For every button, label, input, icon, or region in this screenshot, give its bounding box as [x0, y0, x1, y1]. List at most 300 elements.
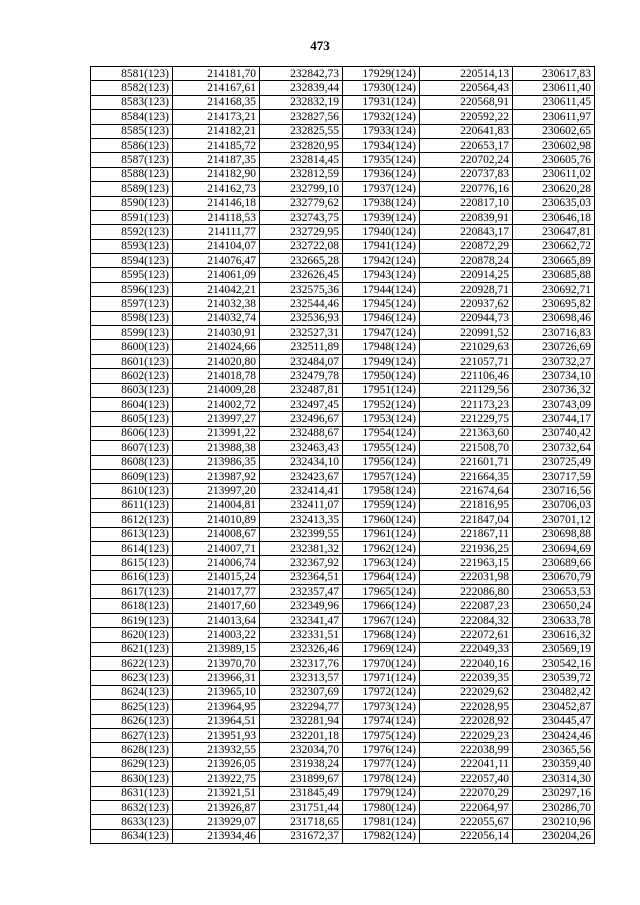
table-cell: 214017,60: [173, 599, 260, 613]
table-cell: 8581(123): [91, 67, 173, 81]
table-cell: 17960(124): [343, 513, 420, 527]
table-cell: 231899,67: [260, 772, 343, 786]
table-cell: 220991,52: [420, 326, 513, 340]
table-cell: 222056,14: [420, 829, 513, 843]
table-cell: 232367,92: [260, 556, 343, 570]
table-cell: 17975(124): [343, 728, 420, 742]
table-row: [91, 426, 595, 440]
table-cell: 230635,03: [513, 196, 595, 210]
table-row: [91, 498, 595, 512]
table-cell: 8587(123): [91, 153, 173, 167]
table-row: [91, 95, 595, 109]
table-cell: 232729,95: [260, 225, 343, 239]
table-row: [91, 196, 595, 210]
table-cell: 222031,98: [420, 570, 513, 584]
table-cell: 230716,56: [513, 484, 595, 498]
table-cell: 214020,80: [173, 354, 260, 368]
table-cell: 214182,21: [173, 124, 260, 138]
table-cell: 17949(124): [343, 354, 420, 368]
table-cell: 8609(123): [91, 469, 173, 483]
table-cell: 213964,95: [173, 700, 260, 714]
table-row: [91, 297, 595, 311]
table-row: [91, 182, 595, 196]
table-cell: 17941(124): [343, 239, 420, 253]
table-cell: 230611,97: [513, 110, 595, 124]
table-cell: 230665,89: [513, 254, 595, 268]
table-cell: 222028,92: [420, 714, 513, 728]
table-row: [91, 167, 595, 181]
table-cell: 17947(124): [343, 326, 420, 340]
table-cell: 220878,24: [420, 254, 513, 268]
table-cell: 232626,45: [260, 268, 343, 282]
table-cell: 8583(123): [91, 95, 173, 109]
table-cell: 232814,45: [260, 153, 343, 167]
table-cell: 214032,74: [173, 311, 260, 325]
table-row: [91, 110, 595, 124]
table-cell: 221508,70: [420, 441, 513, 455]
table-cell: 232575,36: [260, 282, 343, 296]
table-cell: 8588(123): [91, 167, 173, 181]
table-cell: 221363,60: [420, 426, 513, 440]
table-cell: 8600(123): [91, 340, 173, 354]
table-cell: 232488,67: [260, 426, 343, 440]
coordinates-table: [90, 66, 595, 844]
table-cell: 17962(124): [343, 541, 420, 555]
table-cell: 230736,32: [513, 383, 595, 397]
table-row: [91, 829, 595, 843]
table-cell: 17931(124): [343, 95, 420, 109]
table-row: [91, 541, 595, 555]
table-cell: 17937(124): [343, 182, 420, 196]
table-cell: 8612(123): [91, 513, 173, 527]
table-row: [91, 484, 595, 498]
table-cell: 17938(124): [343, 196, 420, 210]
table-cell: 8590(123): [91, 196, 173, 210]
table-row: [91, 369, 595, 383]
table-cell: 230365,56: [513, 743, 595, 757]
table-row: [91, 455, 595, 469]
table-cell: 232294,77: [260, 700, 343, 714]
table-cell: 232722,08: [260, 239, 343, 253]
table-cell: 213932,55: [173, 743, 260, 757]
table-cell: 214030,91: [173, 326, 260, 340]
table-row: [91, 282, 595, 296]
table-row: [91, 613, 595, 627]
table-cell: 221867,11: [420, 527, 513, 541]
table-cell: 232479,78: [260, 369, 343, 383]
table-cell: 214002,72: [173, 397, 260, 411]
table-cell: 17943(124): [343, 268, 420, 282]
table-cell: 230695,82: [513, 297, 595, 311]
table-cell: 230647,81: [513, 225, 595, 239]
table-row: [91, 556, 595, 570]
table-cell: 8601(123): [91, 354, 173, 368]
table-cell: 8589(123): [91, 182, 173, 196]
table-cell: 232536,93: [260, 311, 343, 325]
table-cell: 213951,93: [173, 728, 260, 742]
table-cell: 8625(123): [91, 700, 173, 714]
table-cell: 232341,47: [260, 613, 343, 627]
table-row: [91, 671, 595, 685]
table-cell: 213934,46: [173, 829, 260, 843]
table-cell: 8613(123): [91, 527, 173, 541]
table-cell: 8623(123): [91, 671, 173, 685]
table-cell: 17930(124): [343, 81, 420, 95]
table-cell: 230734,10: [513, 369, 595, 383]
table-cell: 17968(124): [343, 628, 420, 642]
table-cell: 8617(123): [91, 585, 173, 599]
table-cell: 213922,75: [173, 772, 260, 786]
table-cell: 17982(124): [343, 829, 420, 843]
table-cell: 17970(124): [343, 657, 420, 671]
table-cell: 17974(124): [343, 714, 420, 728]
table-cell: 230694,69: [513, 541, 595, 555]
table-cell: 214006,74: [173, 556, 260, 570]
table-row: [91, 743, 595, 757]
table-cell: 231751,44: [260, 800, 343, 814]
table-cell: 17933(124): [343, 124, 420, 138]
table-cell: 232527,31: [260, 326, 343, 340]
table-cell: 213988,38: [173, 441, 260, 455]
table-cell: 213997,20: [173, 484, 260, 498]
table-cell: 230297,16: [513, 786, 595, 800]
table-cell: 222070,29: [420, 786, 513, 800]
table-cell: 230611,45: [513, 95, 595, 109]
table-cell: 214118,53: [173, 210, 260, 224]
table-cell: 17961(124): [343, 527, 420, 541]
table-row: [91, 340, 595, 354]
table-row: [91, 81, 595, 95]
table-row: [91, 138, 595, 152]
table-cell: 8598(123): [91, 311, 173, 325]
table-row: [91, 268, 595, 282]
table-cell: 230616,32: [513, 628, 595, 642]
table-cell: 17940(124): [343, 225, 420, 239]
table-row: [91, 254, 595, 268]
table-cell: 230689,66: [513, 556, 595, 570]
table-row: [91, 311, 595, 325]
table-cell: 213965,10: [173, 685, 260, 699]
table-row: [91, 527, 595, 541]
table-cell: 230482,42: [513, 685, 595, 699]
table-cell: 17958(124): [343, 484, 420, 498]
table-cell: 230602,65: [513, 124, 595, 138]
table-cell: 8606(123): [91, 426, 173, 440]
table-cell: 232364,51: [260, 570, 343, 584]
table-cell: 230732,64: [513, 441, 595, 455]
table-cell: 17954(124): [343, 426, 420, 440]
table-cell: 17932(124): [343, 110, 420, 124]
table-cell: 220843,17: [420, 225, 513, 239]
table-cell: 8634(123): [91, 829, 173, 843]
table-cell: 17979(124): [343, 786, 420, 800]
table-cell: 8628(123): [91, 743, 173, 757]
table-cell: 213991,22: [173, 426, 260, 440]
table-cell: 230617,83: [513, 67, 595, 81]
table-row: [91, 124, 595, 138]
table-cell: 230424,46: [513, 728, 595, 742]
table-cell: 222087,23: [420, 599, 513, 613]
table-cell: 222049,33: [420, 642, 513, 656]
table-cell: 214111,77: [173, 225, 260, 239]
table-cell: 232812,59: [260, 167, 343, 181]
table-cell: 17973(124): [343, 700, 420, 714]
table-cell: 230286,70: [513, 800, 595, 814]
table-cell: 230726,69: [513, 340, 595, 354]
table-cell: 17957(124): [343, 469, 420, 483]
table-cell: 214173,21: [173, 110, 260, 124]
table-row: [91, 441, 595, 455]
table-cell: 214008,67: [173, 527, 260, 541]
table-row: [91, 570, 595, 584]
table-cell: 221173,23: [420, 397, 513, 411]
table-cell: 222084,32: [420, 613, 513, 627]
table-row: [91, 585, 595, 599]
table-cell: 8632(123): [91, 800, 173, 814]
table-cell: 232399,55: [260, 527, 343, 541]
table-cell: 232799,10: [260, 182, 343, 196]
table-cell: 232357,47: [260, 585, 343, 599]
table-cell: 214182,90: [173, 167, 260, 181]
table-cell: 230314,30: [513, 772, 595, 786]
table-cell: 8627(123): [91, 728, 173, 742]
table-cell: 17977(124): [343, 757, 420, 771]
table-cell: 8618(123): [91, 599, 173, 613]
table-cell: 221057,71: [420, 354, 513, 368]
table-cell: 8633(123): [91, 815, 173, 829]
table-cell: 8621(123): [91, 642, 173, 656]
table-cell: 230685,88: [513, 268, 595, 282]
table-cell: 232414,41: [260, 484, 343, 498]
table-cell: 213926,87: [173, 800, 260, 814]
table-cell: 17945(124): [343, 297, 420, 311]
table-cell: 220914,25: [420, 268, 513, 282]
table-cell: 221674,64: [420, 484, 513, 498]
table-cell: 220514,13: [420, 67, 513, 81]
table-cell: 214015,24: [173, 570, 260, 584]
table-cell: 232413,35: [260, 513, 343, 527]
table-cell: 232307,69: [260, 685, 343, 699]
table-cell: 8611(123): [91, 498, 173, 512]
table-cell: 230653,53: [513, 585, 595, 599]
table-cell: 230210,96: [513, 815, 595, 829]
table-cell: 222055,67: [420, 815, 513, 829]
table-cell: 232313,57: [260, 671, 343, 685]
table-row: [91, 469, 595, 483]
table-cell: 232544,46: [260, 297, 343, 311]
table-cell: 8597(123): [91, 297, 173, 311]
table-cell: 232827,56: [260, 110, 343, 124]
table-cell: 232665,28: [260, 254, 343, 268]
table-cell: 17964(124): [343, 570, 420, 584]
table-cell: 230670,79: [513, 570, 595, 584]
table-cell: 17959(124): [343, 498, 420, 512]
table-cell: 231718,65: [260, 815, 343, 829]
table-cell: 230542,16: [513, 657, 595, 671]
table-cell: 17980(124): [343, 800, 420, 814]
table-cell: 222029,62: [420, 685, 513, 699]
table-cell: 8608(123): [91, 455, 173, 469]
table-cell: 222029,23: [420, 728, 513, 742]
table-cell: 232484,07: [260, 354, 343, 368]
table-cell: 8614(123): [91, 541, 173, 555]
table-cell: 230569,19: [513, 642, 595, 656]
table-cell: 17972(124): [343, 685, 420, 699]
table-cell: 220564,43: [420, 81, 513, 95]
table-cell: 230717,59: [513, 469, 595, 483]
table-cell: 214187,35: [173, 153, 260, 167]
table-row: [91, 210, 595, 224]
table-row: [91, 239, 595, 253]
table-cell: 8599(123): [91, 326, 173, 340]
table-cell: 230611,40: [513, 81, 595, 95]
table-cell: 17963(124): [343, 556, 420, 570]
table-cell: 220937,62: [420, 297, 513, 311]
table-cell: 221029,63: [420, 340, 513, 354]
table-cell: 230646,18: [513, 210, 595, 224]
table-row: [91, 383, 595, 397]
table-cell: 8620(123): [91, 628, 173, 642]
table-cell: 230706,03: [513, 498, 595, 512]
table-row: [91, 728, 595, 742]
table-cell: 222039,35: [420, 671, 513, 685]
table-cell: 232832,19: [260, 95, 343, 109]
table-cell: 220737,83: [420, 167, 513, 181]
table-cell: 232743,75: [260, 210, 343, 224]
table-row: [91, 599, 595, 613]
table-cell: 220872,29: [420, 239, 513, 253]
table-cell: 17955(124): [343, 441, 420, 455]
table-cell: 8602(123): [91, 369, 173, 383]
table-cell: 222038,99: [420, 743, 513, 757]
table-row: [91, 757, 595, 771]
table-cell: 231938,24: [260, 757, 343, 771]
table-cell: 232411,07: [260, 498, 343, 512]
table-cell: 214013,64: [173, 613, 260, 627]
table-cell: 230452,87: [513, 700, 595, 714]
table-cell: 17965(124): [343, 585, 420, 599]
table-cell: 221129,56: [420, 383, 513, 397]
table-cell: 232497,45: [260, 397, 343, 411]
table-cell: 221963,15: [420, 556, 513, 570]
table-cell: 8594(123): [91, 254, 173, 268]
table-cell: 230744,17: [513, 412, 595, 426]
table-cell: 213966,31: [173, 671, 260, 685]
table-cell: 214167,61: [173, 81, 260, 95]
table-row: [91, 657, 595, 671]
table-cell: 8593(123): [91, 239, 173, 253]
table-cell: 8607(123): [91, 441, 173, 455]
table-cell: 214003,22: [173, 628, 260, 642]
table-row: [91, 153, 595, 167]
table-cell: 230611,02: [513, 167, 595, 181]
table-cell: 222041,11: [420, 757, 513, 771]
table-cell: 230692,71: [513, 282, 595, 296]
table-cell: 214017,77: [173, 585, 260, 599]
table-cell: 231845,49: [260, 786, 343, 800]
table-cell: 213987,92: [173, 469, 260, 483]
table-cell: 214185,72: [173, 138, 260, 152]
table-cell: 8604(123): [91, 397, 173, 411]
table-cell: 8622(123): [91, 657, 173, 671]
table-cell: 221936,25: [420, 541, 513, 555]
table-cell: 8591(123): [91, 210, 173, 224]
table-cell: 17929(124): [343, 67, 420, 81]
table-cell: 230662,72: [513, 239, 595, 253]
table-cell: 232825,55: [260, 124, 343, 138]
table-cell: 214181,70: [173, 67, 260, 81]
table-cell: 17948(124): [343, 340, 420, 354]
table-cell: 8605(123): [91, 412, 173, 426]
table-cell: 8615(123): [91, 556, 173, 570]
table-cell: 230698,88: [513, 527, 595, 541]
table-cell: 230605,76: [513, 153, 595, 167]
table-cell: 17953(124): [343, 412, 420, 426]
table-cell: 232463,43: [260, 441, 343, 455]
table-row: [91, 786, 595, 800]
table-cell: 232201,18: [260, 728, 343, 742]
table-cell: 230701,12: [513, 513, 595, 527]
table-cell: 214061,09: [173, 268, 260, 282]
table-row: [91, 700, 595, 714]
table-cell: 230633,78: [513, 613, 595, 627]
table-cell: 213964,51: [173, 714, 260, 728]
table-cell: 232349,96: [260, 599, 343, 613]
table-cell: 17951(124): [343, 383, 420, 397]
table-cell: 220641,83: [420, 124, 513, 138]
table-cell: 17971(124): [343, 671, 420, 685]
table-row: [91, 225, 595, 239]
table-cell: 17935(124): [343, 153, 420, 167]
page-number: 473: [310, 38, 330, 53]
table-cell: 8586(123): [91, 138, 173, 152]
table-cell: 8616(123): [91, 570, 173, 584]
table-cell: 221847,04: [420, 513, 513, 527]
table-cell: 8596(123): [91, 282, 173, 296]
table-cell: 214004,81: [173, 498, 260, 512]
table-cell: 230725,49: [513, 455, 595, 469]
table-cell: 214168,35: [173, 95, 260, 109]
table-cell: 8592(123): [91, 225, 173, 239]
table-cell: 17942(124): [343, 254, 420, 268]
table-cell: 232381,32: [260, 541, 343, 555]
table-cell: 214162,73: [173, 182, 260, 196]
table-cell: 17946(124): [343, 311, 420, 325]
table-cell: 8624(123): [91, 685, 173, 699]
table-row: [91, 685, 595, 699]
table-cell: 232496,67: [260, 412, 343, 426]
table-cell: 213929,07: [173, 815, 260, 829]
table-cell: 222072,61: [420, 628, 513, 642]
table-cell: 17969(124): [343, 642, 420, 656]
table-row: [91, 642, 595, 656]
table-cell: 214010,89: [173, 513, 260, 527]
table-cell: 221229,75: [420, 412, 513, 426]
coordinates-table-body: [91, 67, 595, 844]
table-cell: 17944(124): [343, 282, 420, 296]
table-cell: 221106,46: [420, 369, 513, 383]
table-cell: 214032,38: [173, 297, 260, 311]
table-cell: 213921,51: [173, 786, 260, 800]
table-row: [91, 800, 595, 814]
table-cell: 17967(124): [343, 613, 420, 627]
table-cell: 222057,40: [420, 772, 513, 786]
table-cell: 214007,71: [173, 541, 260, 555]
table-cell: 17950(124): [343, 369, 420, 383]
table-cell: 232842,73: [260, 67, 343, 81]
table-cell: 232317,76: [260, 657, 343, 671]
table-cell: 17978(124): [343, 772, 420, 786]
